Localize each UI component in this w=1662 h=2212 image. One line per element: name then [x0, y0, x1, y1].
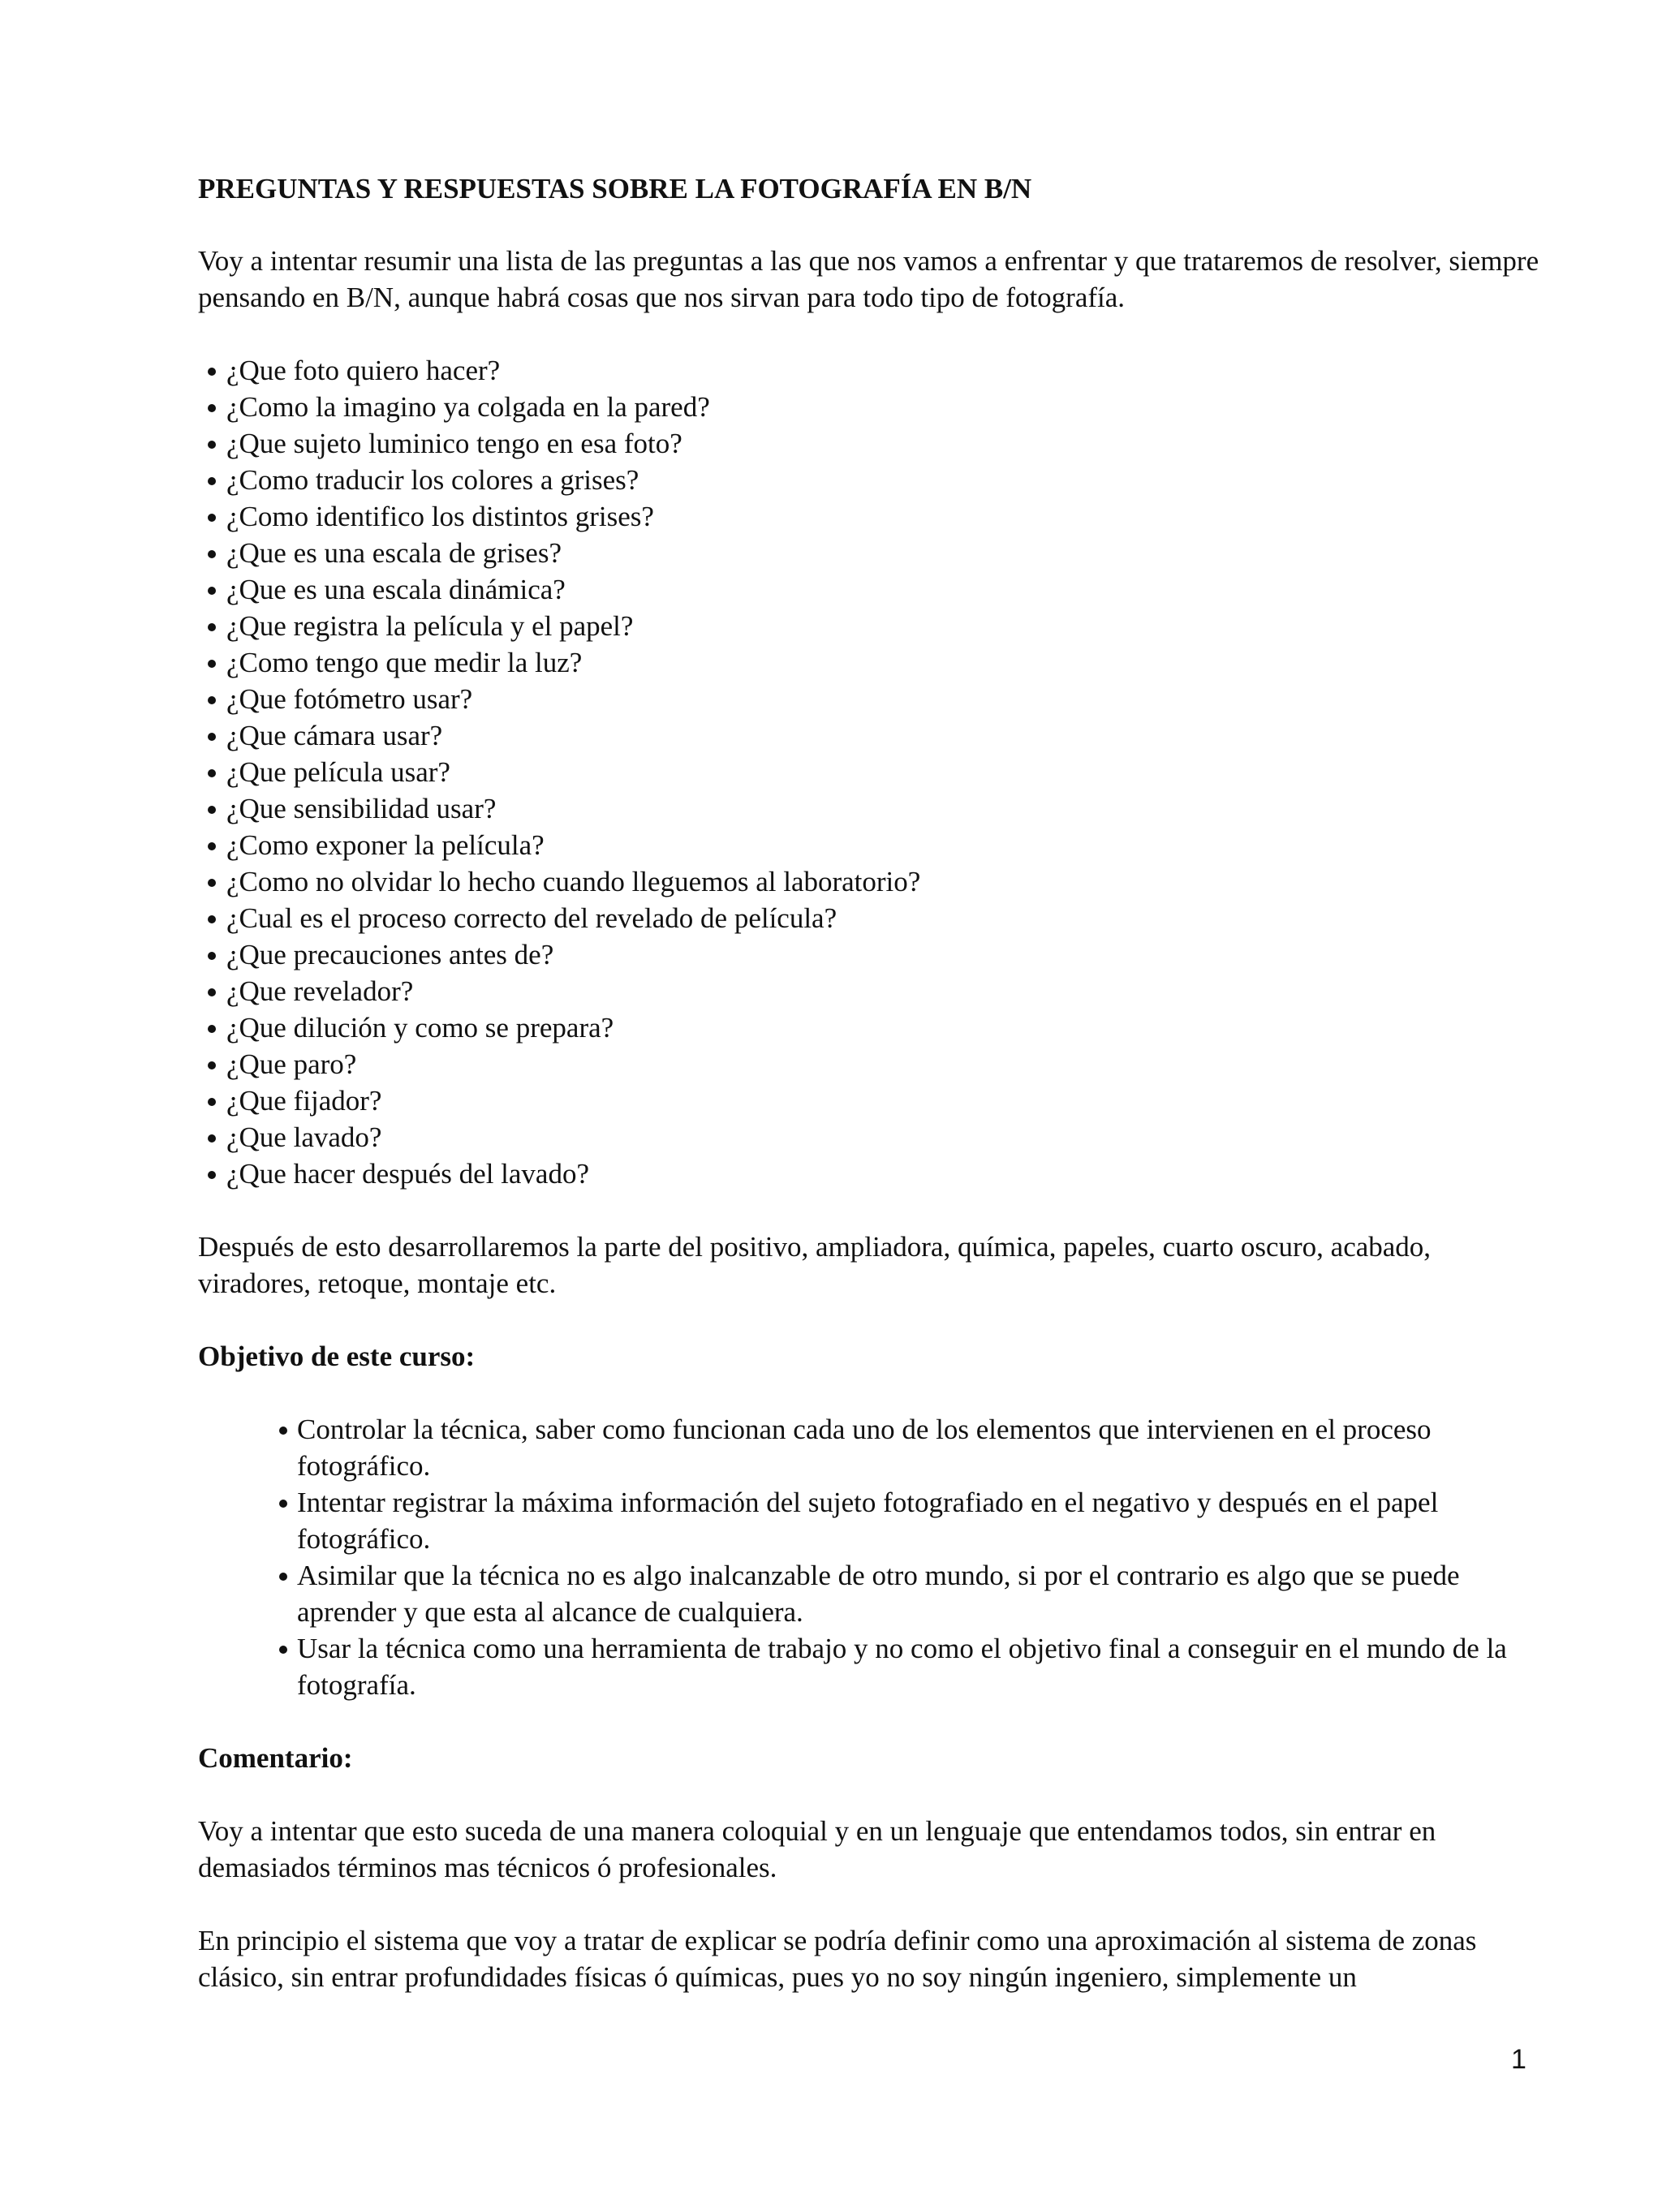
comment-heading: Comentario:: [198, 1742, 353, 1774]
list-item: ¿Que es una escala dinámica?: [198, 571, 1545, 608]
spacer: [198, 316, 1545, 352]
list-item: ¿Como la imagino ya colgada en la pared?: [198, 389, 1545, 425]
list-item: ¿Que cámara usar?: [198, 717, 1545, 754]
list-item: ¿Que precauciones antes de?: [198, 936, 1545, 973]
spacer: [198, 1703, 1545, 1740]
after-questions-paragraph: Después de esto desarrollaremos la parte del positivo, ampliadora, química, papeles, cuarto oscuro, acabado, viradores, retoque, montaje etc.: [198, 1231, 1432, 1299]
list-item: ¿Cual es el proceso correcto del revelado de película?: [198, 900, 1545, 936]
list-item: ¿Que película usar?: [198, 754, 1545, 790]
list-item: ¿Como traducir los colores a grises?: [198, 462, 1545, 498]
page-number: 1: [1511, 2044, 1526, 2075]
document-title: PREGUNTAS Y RESPUESTAS SOBRE LA FOTOGRAFÍA EN B/N: [198, 173, 1032, 204]
list-item: ¿Que fotómetro usar?: [198, 681, 1545, 717]
list-item: ¿Como no olvidar lo hecho cuando lleguemos al laboratorio?: [198, 863, 1545, 900]
list-item: ¿Que revelador?: [198, 973, 1545, 1009]
comment-paragraph-2: En principio el sistema que voy a tratar de explicar se podría definir como una aproximación al sistema de zonas clásico, sin entrar profundidades físicas ó químicas, pues yo no soy ningún ingeniero, simplemente un: [198, 1925, 1477, 1993]
objective-heading: Objetivo de este curso:: [198, 1341, 476, 1372]
spacer: [198, 1192, 1545, 1229]
list-item: Usar la técnica como una herramienta de trabajo y no como el objetivo final a conseguir en el mundo de la fotografía.: [277, 1630, 1545, 1703]
questions-list: [198, 352, 1545, 1192]
list-item: ¿Que dilución y como se prepara?: [198, 1009, 1545, 1046]
intro-paragraph: Voy a intentar resumir una lista de las preguntas a las que nos vamos a enfrentar y que trataremos de resolver, siempre pensando en B/N, aunque habrá cosas que nos sirvan para todo tipo de fotografía.: [198, 245, 1539, 313]
comment-paragraph-1: Voy a intentar que esto suceda de una manera coloquial y en un lenguaje que entendamos todos, sin entrar en demasiados términos mas técnicos ó profesionales.: [198, 1815, 1436, 1883]
list-item: Controlar la técnica, saber como funcionan cada uno de los elementos que intervienen en el proceso fotográfico.: [277, 1411, 1545, 1484]
list-item: ¿Que registra la película y el papel?: [198, 608, 1545, 644]
list-item: ¿Que es una escala de grises?: [198, 535, 1545, 571]
list-item: Asimilar que la técnica no es algo inalcanzable de otro mundo, si por el contrario es algo que se puede aprender y que esta al alcance de cualquiera.: [277, 1557, 1545, 1630]
spacer: [198, 1886, 1545, 1922]
objectives-list: [198, 1411, 1545, 1703]
list-item: ¿Como exponer la película?: [198, 827, 1545, 863]
spacer: [198, 1375, 1545, 1411]
list-item: ¿Que sensibilidad usar?: [198, 790, 1545, 827]
spacer: [198, 1302, 1545, 1338]
list-item: Intentar registrar la máxima información del sujeto fotografiado en el negativo y después en el papel fotográfico.: [277, 1484, 1545, 1557]
list-item: ¿Que foto quiero hacer?: [198, 352, 1545, 389]
list-item: ¿Que fijador?: [198, 1082, 1545, 1119]
list-item: ¿Que sujeto luminico tengo en esa foto?: [198, 425, 1545, 462]
list-item: ¿Que hacer después del lavado?: [198, 1155, 1545, 1192]
list-item: ¿Como tengo que medir la luz?: [198, 644, 1545, 681]
list-item: ¿Como identifico los distintos grises?: [198, 498, 1545, 535]
document-page: [198, 170, 1545, 1995]
list-item: ¿Que lavado?: [198, 1119, 1545, 1155]
spacer: [198, 1776, 1545, 1813]
list-item: ¿Que paro?: [198, 1046, 1545, 1082]
